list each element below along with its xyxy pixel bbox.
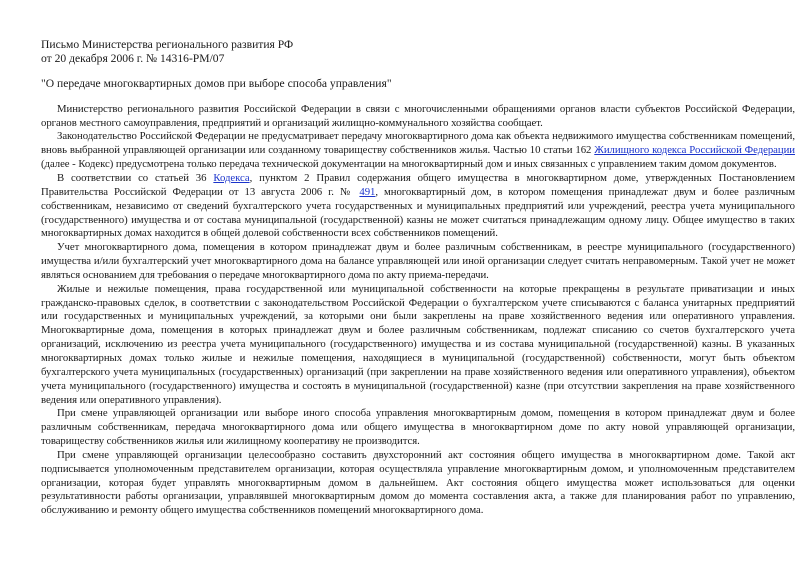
paragraph-2-text-a: Законодательство Российской Федерации не предусматривает передачу многоквартирного дома как объекта недвижимого имущества собственникам помещений, вновь выбранной управляющей организации или созданному товариществу собственников жилья. Частью 10 статьи 162 [41,130,795,157]
paragraph-3-text-b: , пунктом 2 Правил содержания общего имущества в многоквартирном доме, утвержденных Постановлением Правительства Российской Федерации от 13 августа 2006 г. № [41,172,795,198]
letter-title: Письмо Министерства регионального развития РФ [41,38,294,51]
letter-subject: "О передаче многоквартирных домов при выборе способа управления" [41,77,392,91]
paragraph-3 [41,172,795,241]
paragraph-2 [41,130,795,172]
resolution-491-link[interactable]: 491 [359,185,376,198]
paragraph-6: При смене управляющей организации или выборе иного способа управления многоквартирным домом, помещения в котором принадлежат двум и более различным собственникам, передача многоквартирного дома или общего имущества в многоквартирном доме по акту новой управляющей организации, товариществу собственников жилья или жилищному кооперативу не производится. [41,407,795,448]
letter-date-number: от 20 декабря 2006 г. № 14316-РМ/07 [41,51,225,65]
paragraph-7: При смене управляющей организации целесообразно составить двухсторонний акт состояния общего имущества в многоквартирном доме. Такой акт подписывается уполномоченным представителем организации, которая осуществляла управление многоквартирным домом, и уполномоченным представителем организации, которая будет управлять многоквартирным домом в дальнейшем. Акт состояния общего имущества может использоваться для оценки результативности работы организации, управлявшей многоквартирным домом до момента составления акта, а также для планирования работ по управлению, обслуживанию и ремонту общего имущества собственников помещений многоквартирного дома. [41,448,795,517]
paragraph-4: Учет многоквартирного дома, помещения в котором принадлежат двум и более различным собственникам, в реестре муниципального (государственного) имущества и/или бухгалтерский учет многоквартирного дома на балансе управляющей или иной организации следует считать неправомерным. Такой учет не может являться основанием для требования о передаче многоквартирного дома по акту приема-передачи. [41,241,795,281]
paragraph-5: Жилые и нежилые помещения, права государственной или муниципальной собственности на которые прекращены в результате приватизации и иных гражданско-правовых сделок, в соответствии с законодательством Российской Федерации о бухгалтерском учете списываются с баланса унитарных предприятий или государственных и муниципальных учреждений, за которыми они были закреплены на праве хозяйственного ведения или оперативного управления. Многоквартирные дома, помещения в которых принадлежат двум и более различным собственникам, подлежат списанию со счетов бухгалтерского учета организаций, исключению из реестра учета муниципального (государственного) имущества и из состава муниципальной (государственной) казны. В указанных многоквартирных домах только жилые и нежилые помещения, находящиеся в муниципальной (государственной) собственности, могут быть объектом бухгалтерского учета муниципальных (государственных) организаций (при закреплении на праве хозяйственного ведения или оперативного управления), объектом учета муниципального (государственного) имущества и состоять в муниципальной (государственной) казне (при отсутствии закрепления на праве хозяйственного ведения или оперативного управления). [41,282,795,406]
code-link[interactable]: Кодекса [213,172,250,184]
housing-code-link[interactable]: Жилищного кодекса Российской Федерации [594,144,795,157]
document-body [41,38,795,518]
paragraph-3-text-a: В соответствии со статьей 36 [57,172,214,184]
paragraph-2-text-b: (далее - Кодекс) предусмотрена только передача технической документации на многоквартирный дом и иных связанных с управлением таким домом документов. [41,158,777,171]
paragraph-3-text-c: , многоквартирный дом, в котором помещения принадлежат двум и более различным собственникам, независимо от сведений бухгалтерского учета государственных и муниципальных предприятий или учреждений, реестра учета муниципального (государственного) имущества и от состава муниципальной (государственной) казны не может считаться принадлежащим одному лицу. Общее имущество в таких многоквартирных домах находится в общей долевой собственности всех собственников помещений. [41,185,795,240]
paragraph-1: Министерство регионального развития Российской Федерации в связи с многочисленными обращениями органов власти субъектов Российской Федерации, органов местного самоуправления, предприятий и организаций жилищно-коммунального хозяйства сообщает. [41,102,795,129]
